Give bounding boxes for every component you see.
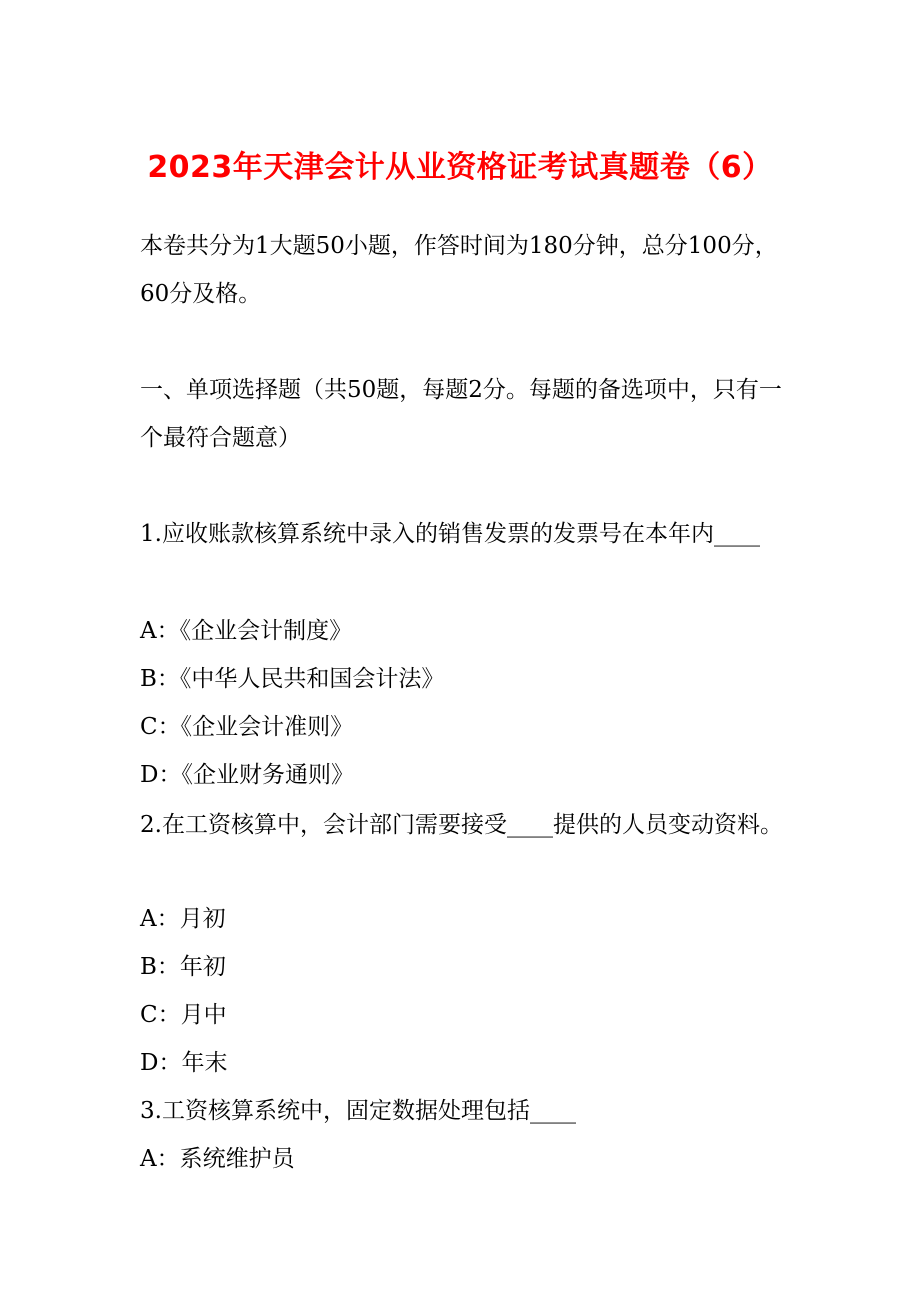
question-3-option-a: A：系统维护员	[140, 1146, 295, 1172]
question-2-option-d: D：年末	[140, 1050, 228, 1076]
question-2-option-b: B：年初	[140, 954, 226, 980]
document-title: 2023年天津会计从业资格证考试真题卷（6）	[147, 150, 773, 185]
exam-intro: 本卷共分为1大题50小题，作答时间为180分钟，总分100分，60分及格。	[140, 233, 778, 307]
question-1-option-c: C：《企业会计准则》	[140, 714, 354, 740]
question-2-option-c: C：月中	[140, 1002, 227, 1028]
question-1-option-b: B：《中华人民共和国会计法》	[140, 666, 445, 692]
question-3-stem: 3.工资核算系统中，固定数据处理包括____	[140, 1098, 576, 1124]
section-heading: 一、单项选择题（共50题，每题2分。每题的备选项中，只有一个最符合题意）	[140, 377, 782, 451]
question-1-option-d: D：《企业财务通则》	[140, 762, 354, 788]
question-1-stem: 1.应收账款核算系统中录入的销售发票的发票号在本年内____	[140, 521, 760, 547]
question-1-option-a: A：《企业会计制度》	[140, 618, 353, 644]
question-2-option-a: A：月初	[140, 906, 226, 932]
question-2-stem: 2.在工资核算中，会计部门需要接受____提供的人员变动资料。	[140, 812, 783, 838]
